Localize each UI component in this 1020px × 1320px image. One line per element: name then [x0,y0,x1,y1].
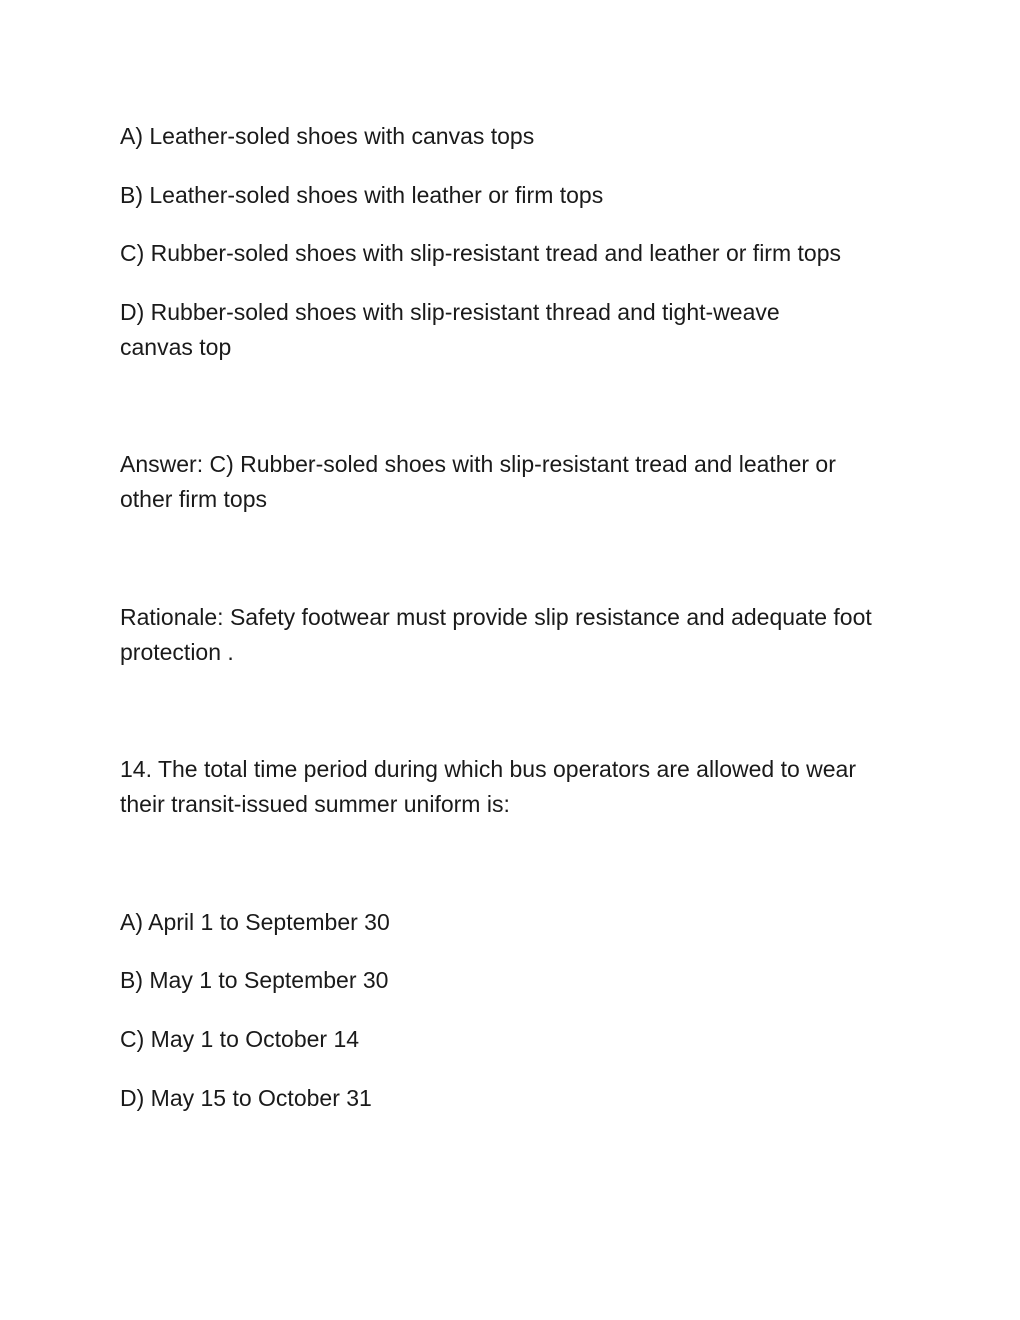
q14-option-c: C) May 1 to October 14 [120,1026,360,1052]
q13-answer: Answer: C) Rubber-soled shoes with slip-resistant tread and leather or other firm tops [120,451,836,512]
q14-option-b: B) May 1 to September 30 [120,967,389,993]
q14-question: 14. The total time period during which bus operators are allowed to wear their transit-issued summer uniform is: [120,756,856,817]
q13-option-d: D) Rubber-soled shoes with slip-resistant thread and tight-weave canvas top [120,299,780,360]
q13-option-a: A) Leather-soled shoes with canvas tops [120,123,535,149]
q13-option-c: C) Rubber-soled shoes with slip-resistant tread and leather or firm tops [120,240,841,266]
q13-option-b: B) Leather-soled shoes with leather or firm tops [120,182,604,208]
q14-option-d: D) May 15 to October 31 [120,1085,372,1111]
q14-option-a: A) April 1 to September 30 [120,909,390,935]
q13-rationale: Rationale: Safety footwear must provide slip resistance and adequate foot protection . [120,604,872,665]
